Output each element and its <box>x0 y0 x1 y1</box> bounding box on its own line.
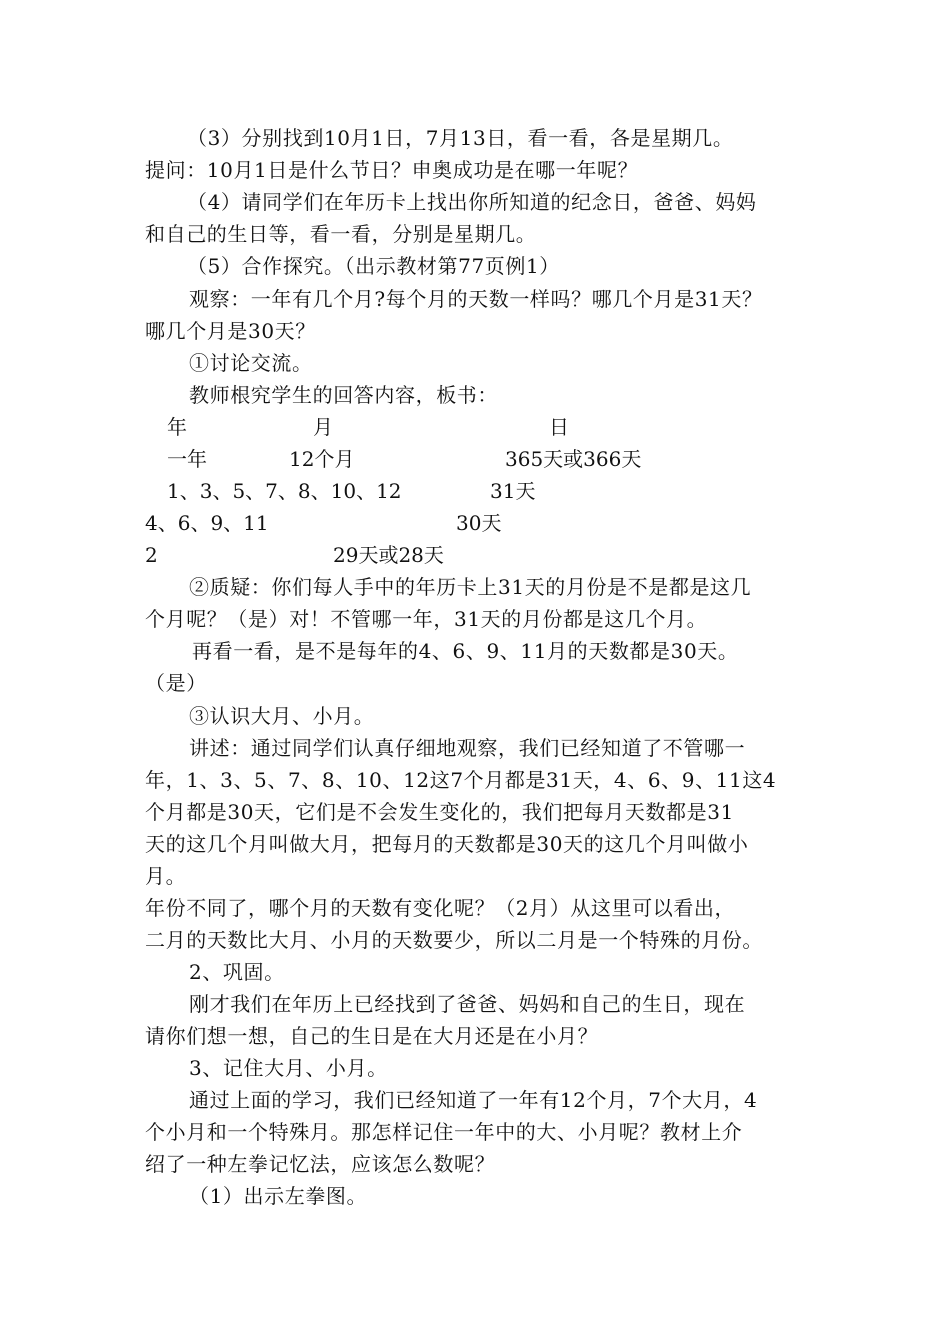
paragraph-line: （1）出示左拳图。 <box>189 1184 368 1208</box>
paragraph-line: 个月呢？（是）对！不管哪一年，31天的月份都是这几个月。 <box>145 607 708 631</box>
paragraph-line: 请你们想一想，自己的生日是在大月还是在小月？ <box>145 1024 599 1048</box>
paragraph-line: （是） <box>145 671 207 695</box>
paragraph-line: 月。 <box>145 864 187 888</box>
board-header-month: 月 <box>313 415 333 439</box>
paragraph-line: 年份不同了，哪个月的天数有变化呢？（2月）从这里可以看出， <box>145 896 736 920</box>
board-cell: 2 <box>145 543 158 567</box>
board-header-year: 年 <box>167 415 187 439</box>
board-cell: 29天或28天 <box>333 543 444 567</box>
paragraph-line: 年，1、3、5、7、8、10、12这7个月都是31天，4、6、9、11这4 <box>145 768 777 792</box>
paragraph-line: 3、记住大月、小月。 <box>189 1056 388 1080</box>
paragraph-line: 个小月和一个特殊月。那怎样记住一年中的大、小月呢？教材上介 <box>145 1120 743 1144</box>
board-cell: 30天 <box>456 511 502 535</box>
paragraph-line: 个月都是30天，它们是不会发生变化的，我们把每月天数都是31 <box>145 800 734 824</box>
paragraph-line: 通过上面的学习，我们已经知道了一年有12个月，7个大月，4 <box>189 1088 758 1112</box>
paragraph-line: 刚才我们在年历上已经找到了爸爸、妈妈和自己的生日，现在 <box>189 992 746 1016</box>
board-cell: 12个月 <box>289 447 355 471</box>
paragraph-line: （3）分别找到10月1日，7月13日，看一看，各是星期几。 <box>187 126 734 150</box>
paragraph-line: 2、巩固。 <box>189 960 285 984</box>
paragraph-line: 观察：一年有几个月?每个月的天数一样吗？哪几个月是31天？ <box>189 287 763 311</box>
paragraph-line: ③认识大月、小月。 <box>189 704 375 728</box>
paragraph-line: 绍了一种左拳记忆法，应该怎么数呢？ <box>145 1152 496 1176</box>
board-cell: 一年 <box>167 447 207 471</box>
board-cell: 365天或366天 <box>505 447 642 471</box>
paragraph-line: （4）请同学们在年历卡上找出你所知道的纪念日，爸爸、妈妈 <box>187 190 757 214</box>
paragraph-line: 哪几个月是30天？ <box>145 319 316 343</box>
paragraph-line: 再看一看，是不是每年的4、6、9、11月的天数都是30天。 <box>192 639 739 663</box>
paragraph-line: 和自己的生日等，看一看，分别是星期几。 <box>145 222 537 246</box>
paragraph-line: （5）合作探究。（出示教材第77页例1） <box>187 254 560 278</box>
board-cell: 31天 <box>490 479 536 503</box>
paragraph-line: 天的这几个月叫做大月，把每月的天数都是30天的这几个月叫做小 <box>145 832 749 856</box>
paragraph-line: 二月的天数比大月、小月的天数要少，所以二月是一个特殊的月份。 <box>145 928 763 952</box>
paragraph-line: 提问：10月1日是什么节日？申奥成功是在哪一年呢？ <box>145 158 639 182</box>
paragraph-line: ①讨论交流。 <box>189 351 313 375</box>
paragraph-line: 教师根究学生的回答内容，板书： <box>189 383 498 407</box>
board-header-day: 日 <box>549 415 569 439</box>
board-cell: 1、3、5、7、8、10、12 <box>167 479 402 503</box>
board-cell: 4、6、9、11 <box>145 511 269 535</box>
paragraph-line: 讲述：通过同学们认真仔细地观察，我们已经知道了不管哪一 <box>189 736 746 760</box>
paragraph-line: ②质疑：你们每人手中的年历卡上31天的月份是不是都是这几 <box>189 575 752 599</box>
